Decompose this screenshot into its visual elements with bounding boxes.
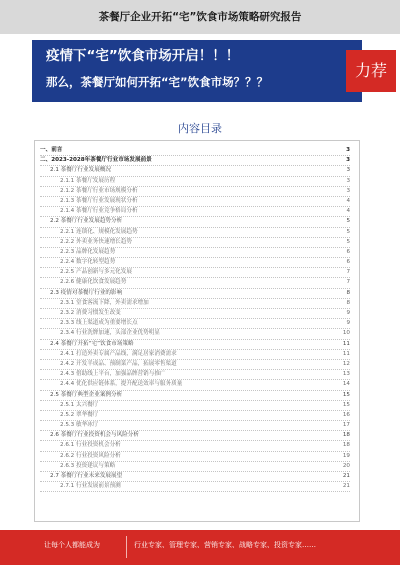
toc-entry-text: 2.6.3 投资建议与策略	[60, 462, 117, 471]
toc-entry-text: 2.5.3 敏华冰厅	[60, 421, 100, 430]
toc-entry-text: 2.3 疫情对茶餐厅行业的影响	[50, 289, 124, 298]
toc-entry-page: 5	[344, 238, 350, 247]
toc-entry[interactable]	[40, 156, 350, 166]
toc-entry[interactable]	[40, 482, 350, 492]
toc-entry-page: 3	[344, 146, 350, 155]
toc-entry-page: 15	[341, 401, 350, 410]
toc-entry-page: 8	[344, 289, 350, 298]
footer-roles: 行业专家、管理专家、营销专家、战略专家、投资专家……	[134, 541, 316, 549]
toc-entry-text: 2.2.1 连锁化、规模化发展趋势	[60, 228, 140, 237]
toc-entry[interactable]	[40, 177, 350, 187]
toc-entry-text: 2.2.5 产品创新与多元化发展	[60, 268, 134, 277]
toc-entry-text: 2.3.4 行业洗牌加速，头部企业优势明显	[60, 329, 162, 338]
toc-entry-text: 2.4.1 打造外卖专属产品线，满足居家消费需求	[60, 350, 179, 359]
toc-entry-text: 2.1.3 茶餐厅行业发展现状分析	[60, 197, 140, 206]
toc-entry[interactable]	[40, 360, 350, 370]
toc-entry[interactable]	[40, 228, 350, 238]
toc-entry-text: 2.1.2 茶餐厅行业市场规模分析	[60, 187, 140, 196]
toc-entry-page: 4	[344, 197, 350, 206]
banner-headline: 疫情下“宅”饮食市场开启！！！	[46, 48, 240, 64]
toc-entry[interactable]	[40, 278, 350, 288]
toc-entry-text: 2.2.2 外卖业务快速增长趋势	[60, 238, 134, 247]
toc-entry-page: 9	[344, 319, 350, 328]
toc-entry-text: 2.5 茶餐厅典型企业案例分析	[50, 391, 124, 400]
toc-entry-page: 20	[341, 462, 350, 471]
toc-entry-page: 13	[341, 370, 350, 379]
toc-entry-page: 15	[341, 391, 350, 400]
toc-entry[interactable]	[40, 441, 350, 451]
toc-entry-page: 19	[341, 452, 350, 461]
toc-entry[interactable]	[40, 217, 350, 227]
banner-subheadline: 那么，茶餐厅如何开拓“宅”饮食市场？？？	[46, 75, 269, 89]
report-title: 茶餐厅企业开拓“宅”饮食市场策略研究报告	[98, 11, 302, 23]
toc-entry-text: 2.6 茶餐厅行业投资机会与风险分析	[50, 431, 141, 440]
toc-entry-text: 2.6.1 行业投资机会分析	[60, 441, 123, 450]
toc-entry-page: 18	[341, 441, 350, 450]
toc-entry-page: 18	[341, 431, 350, 440]
toc-entry[interactable]	[40, 411, 350, 421]
toc-entry-text: 2.5.1 太兴餐厅	[60, 401, 100, 410]
toc-entry-text: 2.1 茶餐厅行业发展概况	[50, 166, 113, 175]
toc-entry[interactable]	[40, 329, 350, 339]
toc-entry[interactable]	[40, 248, 350, 258]
footer-slogan: 让每个人都能成为	[44, 541, 100, 549]
toc-entry-text: 二、2023-2028年茶餐厅行业市场发展前景	[40, 156, 154, 165]
header-bar	[0, 0, 400, 34]
toc-entry-text: 2.2.3 品牌化发展趋势	[60, 248, 117, 257]
toc-entry[interactable]	[40, 238, 350, 248]
toc-entry-page: 7	[344, 268, 350, 277]
toc-entry-text: 2.6.2 行业投资风险分析	[60, 452, 123, 461]
toc-entry[interactable]	[40, 462, 350, 472]
toc-entry[interactable]	[40, 258, 350, 268]
toc-entry-page: 3	[344, 166, 350, 175]
toc-entry[interactable]	[40, 452, 350, 462]
toc-entry-page: 6	[344, 248, 350, 257]
toc-entry-page: 5	[344, 228, 350, 237]
toc-entry-text: 2.1.1 茶餐厅发展历程	[60, 177, 117, 186]
toc-entry[interactable]	[40, 401, 350, 411]
toc-entry-page: 11	[341, 340, 350, 349]
toc-entry-page: 6	[344, 258, 350, 267]
toc-entry-text: 2.2.4 数字化转型趋势	[60, 258, 117, 267]
toc-entry-page: 10	[341, 329, 350, 338]
toc-entry[interactable]	[40, 268, 350, 278]
toc-entry[interactable]	[40, 421, 350, 431]
toc-list	[40, 146, 350, 492]
toc-entry[interactable]	[40, 380, 350, 390]
toc-entry-text: 2.3.3 线上渠道成为重要增长点	[60, 319, 140, 328]
toc-entry-text: 2.2.6 健康化饮食发展趋势	[60, 278, 128, 287]
toc-entry-text: 2.4 茶餐厅开拓“宅”饮食市场策略	[50, 340, 136, 349]
toc-title: 内容目录	[178, 122, 222, 135]
toc-entry-page: 4	[344, 207, 350, 216]
toc-entry-page: 11	[341, 350, 350, 359]
recommend-badge: 力荐	[346, 50, 396, 92]
toc-entry[interactable]	[40, 299, 350, 309]
toc-entry-page: 12	[341, 360, 350, 369]
toc-entry-page: 17	[341, 421, 350, 430]
toc-entry-text: 2.5.2 翠华餐厅	[60, 411, 100, 420]
toc-entry-text: 2.4.2 开发半成品、预制菜产品，拓展零售渠道	[60, 360, 179, 369]
toc-entry-text: 2.2 茶餐厅行业发展趋势分析	[50, 217, 124, 226]
toc-entry[interactable]	[40, 166, 350, 176]
toc-entry-text: 2.3.2 消费习惯发生改变	[60, 309, 123, 318]
toc-entry-text: 2.1.4 茶餐厅行业竞争格局分析	[60, 207, 140, 216]
toc-entry[interactable]	[40, 289, 350, 299]
toc-entry-page: 5	[344, 217, 350, 226]
toc-entry-text: 2.4.3 借助线上平台，加强品牌营销与推广	[60, 370, 168, 379]
toc-entry-page: 3	[344, 187, 350, 196]
toc-entry-text: 2.3.1 堂食客流下降，外卖需求增加	[60, 299, 151, 308]
toc-entry[interactable]	[40, 370, 350, 380]
toc-entry-page: 21	[341, 472, 350, 481]
toc-entry-page: 16	[341, 411, 350, 420]
toc-entry[interactable]	[40, 187, 350, 197]
toc-entry-page: 3	[344, 177, 350, 186]
toc-entry-page: 8	[344, 299, 350, 308]
toc-entry-text: 2.7.1 行业发展前景预测	[60, 482, 123, 491]
toc-entry-text: 2.4.4 优化供应链体系，提升配送效率与服务质量	[60, 380, 184, 389]
toc-entry[interactable]	[40, 472, 350, 482]
toc-entry[interactable]	[40, 207, 350, 217]
toc-entry-page: 9	[344, 309, 350, 318]
toc-entry-page: 14	[341, 380, 350, 389]
toc-entry[interactable]	[40, 146, 350, 156]
toc-entry-page: 3	[344, 156, 350, 165]
footer-divider	[126, 536, 127, 558]
toc-entry-page: 7	[344, 278, 350, 287]
toc-entry-text: 一、前言	[40, 146, 64, 155]
toc-entry[interactable]	[40, 309, 350, 319]
toc-entry[interactable]	[40, 350, 350, 360]
toc-entry[interactable]	[40, 431, 350, 441]
toc-entry-text: 2.7 茶餐厅行业未来发展展望	[50, 472, 124, 481]
toc-entry[interactable]	[40, 340, 350, 350]
toc-entry[interactable]	[40, 197, 350, 207]
toc-entry[interactable]	[40, 391, 350, 401]
toc-entry-page: 21	[341, 482, 350, 491]
toc-entry[interactable]	[40, 319, 350, 329]
